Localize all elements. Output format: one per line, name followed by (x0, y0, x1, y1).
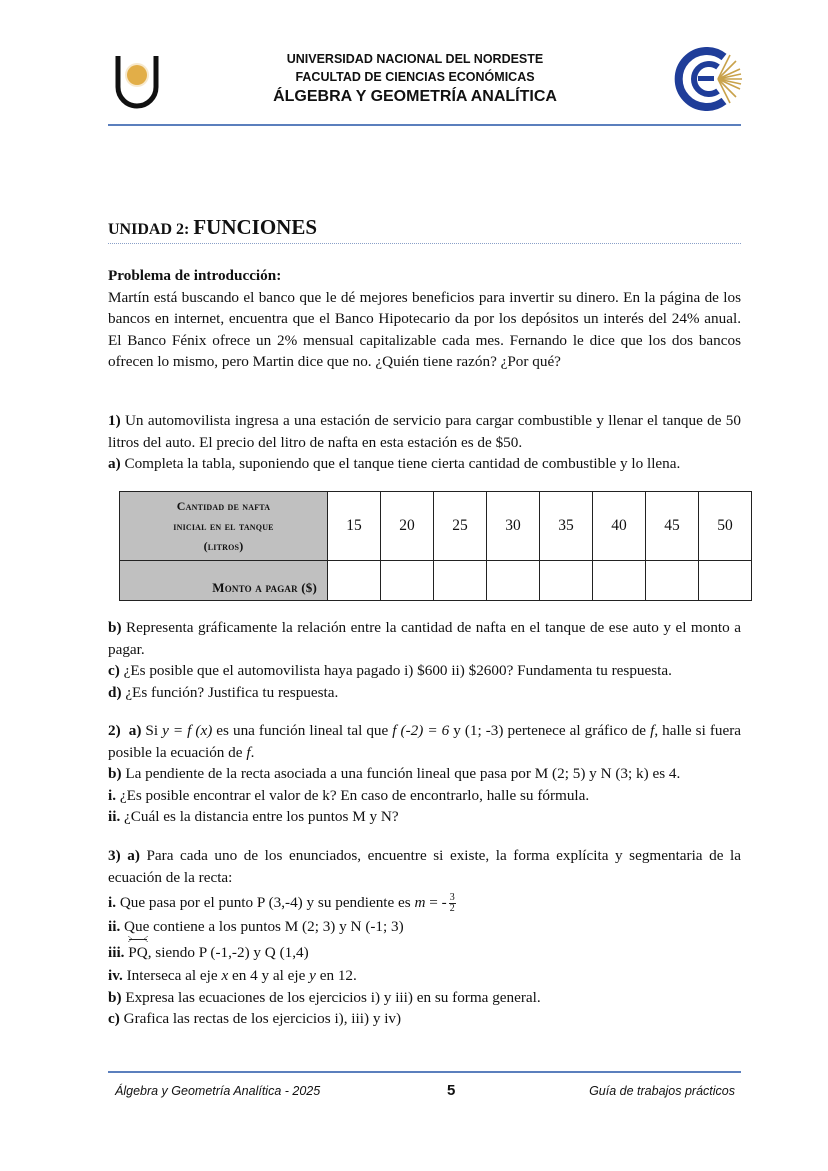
text: . (250, 743, 255, 761)
footer-guide: Guía de trabajos prácticos (589, 1084, 735, 1098)
problem-1b-label: b) (108, 619, 122, 636)
page-footer (115, 1084, 735, 1104)
problem-1d-text: ¿Es función? Justifica tu respuesta. (125, 683, 339, 701)
fraction-numerator: 3 (449, 892, 455, 904)
problem-2b-text: La pendiente de la recta asociada a una función lineal que pasa por M (2; 5) y N (3; k) es 4. (125, 765, 681, 782)
problem-2 (108, 720, 741, 828)
problem-3-number: 3) (108, 847, 121, 864)
table-cell-empty (328, 561, 381, 601)
unit-prefix: UNIDAD 2: (108, 221, 190, 238)
page-header (0, 0, 828, 130)
intro-problem (108, 265, 741, 373)
problem-3b-text: Expresa las ecuaciones de los ejercicios i) y iii) en su forma general. (125, 988, 541, 1006)
table-cell-empty (540, 561, 593, 601)
function-notation: y = f (x) (162, 722, 213, 739)
problem-3a-text: Para cada uno de los enunciados, encuentre si existe, la forma explícita y segmentaria de la ecuación de la recta: (108, 847, 741, 886)
problem-1-parts (108, 617, 741, 703)
table-cell: 30 (487, 492, 540, 561)
table-cell: 20 (381, 492, 434, 561)
table-cell: 15 (328, 492, 381, 561)
intro-text: Martín está buscando el banco que le dé mejores beneficios para invertir su dinero. En la página de los bancos en internet, encuentra que el Banco Hipotecario da por los depósitos un interés del 24% anual. El Banco Fénix ofrece un 2% mensual capitalizable cada mes. Fernando le dice que los dos bancos ofrecen lo mismo, pero Martin dice que no. ¿Quién tiene razón? ¿Por qué? (108, 288, 741, 370)
intro-title: Problema de introducción: (108, 267, 282, 284)
course-name: ÁLGEBRA Y GEOMETRÍA ANALÍTICA (273, 88, 557, 105)
table-header-liters (120, 492, 328, 561)
problem-3c-label: c) (108, 1010, 120, 1028)
slope-symbol: m (414, 894, 426, 911)
function-condition: f (-2) = 6 (392, 722, 450, 739)
footer-course: Álgebra y Geometría Analítica - 2025 (115, 1084, 321, 1098)
header-divider (108, 124, 741, 126)
text: Si (145, 722, 159, 739)
table-cell: 40 (593, 492, 646, 561)
problem-2bi-text: ¿Es posible encontrar el valor de k? En caso de encontrarlo, halle su fórmula. (119, 786, 590, 804)
axis-y-symbol: y (309, 967, 316, 985)
axis-x-symbol: x (221, 967, 229, 985)
table-cell: 50 (699, 492, 752, 561)
fraction-denominator: 2 (449, 903, 455, 915)
unit-title (108, 215, 317, 240)
table-cell-empty (646, 561, 699, 601)
problem-3aiii-text: , siendo P (-1,-2) y Q (1,4) (147, 943, 309, 961)
table-row-amount (120, 561, 752, 601)
problem-1-statement: Un automovilista ingresa a una estación de servicio para cargar combustible y llenar el tanque de 50 litros del auto. El precio del litro de nafta en esta estación es de $50. (108, 412, 741, 451)
problem-3b-label: b) (108, 988, 122, 1006)
problem-2-number: 2) (108, 722, 121, 739)
problem-1 (108, 410, 741, 475)
function-symbol: f (650, 722, 655, 739)
slope-fraction (449, 893, 456, 914)
problem-1c-text: ¿Es posible que el automovilista haya pagado i) $600 ii) $2600? Fundamenta tu respuesta. (123, 662, 672, 679)
table-cell-empty (434, 561, 487, 601)
page-number: 5 (447, 1082, 456, 1099)
table-cell: 25 (434, 492, 487, 561)
table-cell-empty (381, 561, 434, 601)
problem-3aiv-label: iv. (108, 967, 123, 985)
problem-3aiii-label: iii. (108, 943, 125, 961)
problem-2bii-label: ii. (108, 808, 121, 825)
fce-ce-logo-icon (674, 47, 744, 111)
text: en 12. (319, 967, 357, 985)
table-cell-empty (699, 561, 752, 601)
table-cell-empty (593, 561, 646, 601)
text: es una función lineal tal que (216, 722, 389, 739)
header-line: Cantidad de nafta (176, 499, 271, 513)
fuel-table (119, 491, 752, 601)
text: en 4 y al eje (231, 967, 306, 985)
problem-2b-label: b) (108, 765, 122, 782)
table-header-amount: Monto a pagar ($) (120, 561, 328, 601)
table-cell: 35 (540, 492, 593, 561)
problem-1b-text: Representa gráficamente la relación entre la cantidad de nafta en el tanque de ese auto y el monto a pagar. (108, 619, 741, 658)
function-symbol: f (246, 743, 251, 761)
problem-3a-label: a) (127, 847, 140, 864)
problem-1a-text: Completa la tabla, suponiendo que el tanque tiene cierta cantidad de combustible y lo llena. (124, 455, 681, 472)
problem-3ai-label: i. (108, 894, 117, 911)
table-cell: 45 (646, 492, 699, 561)
header-titles (200, 50, 630, 108)
faculty-name: FACULTAD DE CIENCIAS ECONÓMICAS (295, 70, 535, 84)
text: = - (429, 894, 447, 911)
problem-1d-label: d) (108, 683, 122, 701)
problem-3ai-text: Que pasa por el punto P (3,-4) y su pendiente es (119, 894, 411, 911)
header-line: inicial en el tanque (173, 519, 274, 533)
text: y (1; -3) pertenece al gráfico de (453, 722, 647, 739)
text: Interseca al eje (126, 967, 218, 985)
header-line: (litros) (203, 539, 244, 553)
university-name: UNIVERSIDAD NACIONAL DEL NORDESTE (286, 52, 544, 66)
unit-divider (108, 243, 741, 244)
problem-2bii-text: ¿Cuál es la distancia entre los puntos M y N? (124, 808, 399, 825)
problem-1c-label: c) (108, 662, 120, 679)
problem-3c-text: Grafica las rectas de los ejercicios i), iii) y iv) (123, 1010, 402, 1028)
problem-3aii-text: Que contiene a los puntos M (2; 3) y N (-1; 3) (124, 918, 404, 936)
problem-2bi-label: i. (108, 786, 117, 804)
table-cell-empty (487, 561, 540, 601)
problem-2a-label: a) (128, 722, 142, 739)
problem-3 (108, 845, 741, 1030)
problem-3aii-label: ii. (108, 918, 121, 936)
table-row-liters (120, 492, 752, 561)
problem-1a-label: a) (108, 455, 121, 472)
footer-divider (108, 1071, 741, 1073)
text: , halle si fuera posible la ecuación de (108, 722, 742, 761)
line-pq-notation: PQ (128, 942, 147, 964)
unne-u-logo-icon (113, 53, 161, 111)
unit-name: FUNCIONES (193, 215, 318, 239)
problem-1-number: 1) (108, 412, 121, 429)
